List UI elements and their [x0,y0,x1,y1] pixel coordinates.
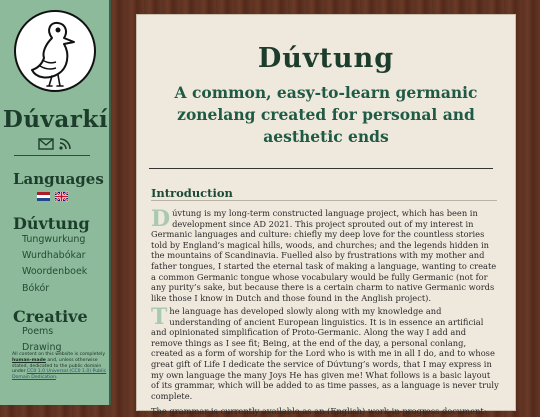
license-text: All content on this website is completely [12,352,106,357]
license-notice [12,352,108,381]
sidebar-link-drawing[interactable]: Drawing [22,342,62,353]
bird-logo-icon[interactable] [12,8,98,106]
page-title: Dúvtung [257,43,395,74]
paragraph-text: he language has developed slowly along with my knowledge and understanding of ancient European linguistics. It is in essence an artificial and opinionated simplification of Proto-Germanic. Along the way I add and remove things as I see fit; Being, at the end of the day, a personal conlang, created as a form of worship for the Lord who is with me in all I do, and to whose great gift of Life I dedicate the service of Dúvtung’s words, that I may express in my own language the many Joys He has given me! What follows is a basic layout of its grammar, which will be added to as time passes, as a language is never truly complete. [151,306,499,401]
sidebar [0,0,111,405]
page-subtitle: A common, easy-to-learn germanic zonelang created for personal and aesthetic ends [174,83,478,146]
drop-cap: D [151,206,171,232]
license-end: . [55,375,58,381]
drop-cap: T [151,304,168,330]
license-text-2: and, unless otherwise stated, dedicated to the public domain under [12,357,102,375]
language-flags [37,192,68,201]
section-heading-introduction: Introduction [151,186,233,200]
section-divider [151,200,497,201]
grammar-availability-text: The grammar is currently available as an (English) work-in-progress document: [151,406,487,416]
mail-icon[interactable] [38,137,54,151]
license-human-made: human-made [12,357,46,363]
sidebar-link-bokor[interactable]: Bókór [22,283,50,294]
creative-heading: Creative [13,307,88,326]
sidebar-link-wurdhabokar[interactable]: Wurdhabókar [22,250,86,261]
paragraph-text: úvtung is my long-term constructed language project, which has been in development since AD 2021. This project sprouted out of my interest in Germanic languages and culture: chiefly my deep love for the countless stories told by England’s magical hills, woods, and churches; and the legends hidden in the mountains of Scandinavia. Fuelled also by frustrations with my mother and father tongues, I started the eternal task of making a language, wanting to create a common Germanic tongue whose vocabulary would be fully Germanic (not for any purity’s sake, but because there is a certain charm to native Germanic words like those I know in Dutch and those found in the Anglish project). [151,208,497,303]
uk-flag-icon[interactable] [55,192,68,201]
dutch-flag-icon[interactable] [37,192,50,201]
sidebar-icon-row [0,137,111,153]
sidebar-divider [14,155,90,156]
languages-heading: Languages [13,170,104,188]
sidebar-link-woordenboek[interactable]: Woordenboek [22,266,88,277]
duvtung-heading[interactable]: Dúvtung [13,214,90,233]
rss-icon[interactable] [58,137,74,151]
sidebar-link-poems[interactable]: Poems [22,326,54,337]
sidebar-link-tungwurkung[interactable]: Tungwurkung [22,234,86,245]
site-title[interactable]: Dúvarkí [2,106,109,133]
intro-paragraph-2 [151,306,499,401]
license-link[interactable]: CC0 1.0 Universal (CC0 1.0) Public Domain Dedication [12,369,107,381]
intro-paragraph-1 [151,208,499,303]
content-paper [137,15,515,416]
title-divider [149,168,493,169]
